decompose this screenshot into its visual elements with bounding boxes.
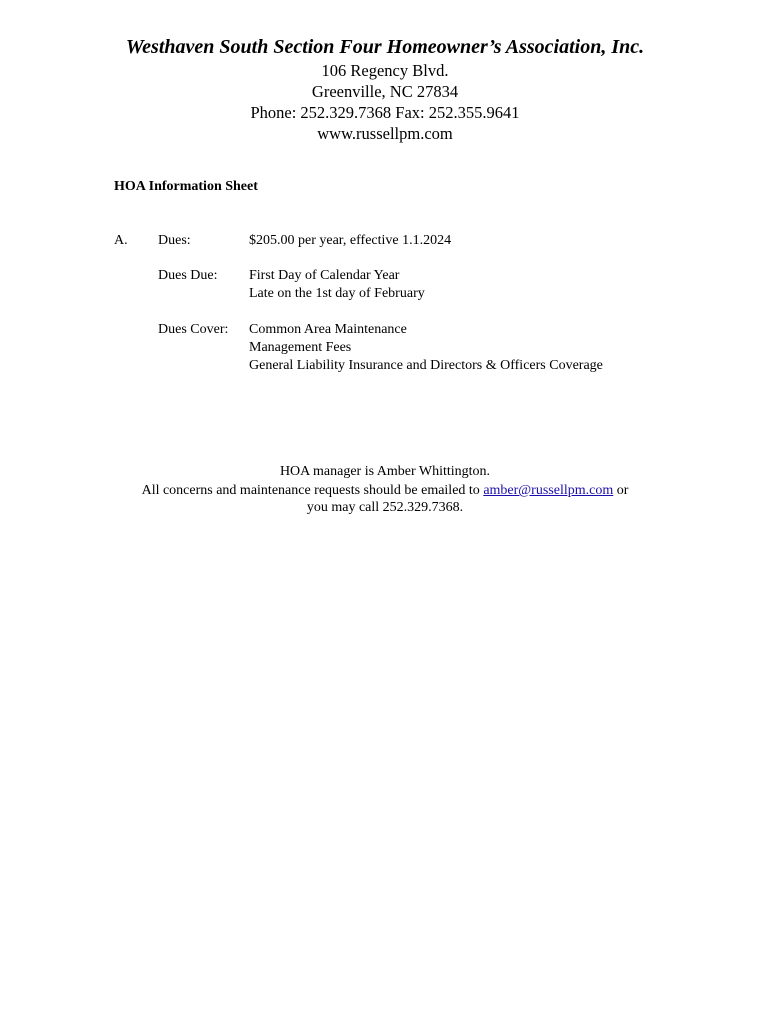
dues-value: $205.00 per year, effective 1.1.2024 bbox=[249, 233, 452, 248]
manager-line: HOA manager is Amber Whittington. bbox=[279, 464, 491, 479]
address-street: 106 Regency Blvd. bbox=[321, 61, 449, 80]
concerns-suffix: or bbox=[613, 483, 629, 498]
phone-fax: Phone: 252.329.7368 Fax: 252.355.9641 bbox=[250, 103, 520, 122]
website: www.russellpm.com bbox=[317, 124, 453, 143]
call-line: you may call 252.329.7368. bbox=[306, 500, 464, 515]
org-name: Westhaven South Section Four Homeowner’s Association, Inc. bbox=[125, 36, 645, 58]
dues-cover-value-3: General Liability Insurance and Directors & Officers Coverage bbox=[249, 358, 603, 373]
dues-cover-value-1: Common Area Maintenance bbox=[249, 322, 407, 337]
concerns-line bbox=[0, 482, 770, 500]
email-link[interactable]: amber@russellpm.com bbox=[483, 483, 614, 498]
dues-due-label: Dues Due: bbox=[158, 268, 218, 283]
dues-label: Dues: bbox=[158, 233, 191, 248]
address-city: Greenville, NC 27834 bbox=[311, 82, 459, 101]
concerns-prefix: All concerns and maintenance requests should be emailed to bbox=[141, 483, 484, 498]
section-marker: A. bbox=[114, 233, 128, 248]
dues-due-value-1: First Day of Calendar Year bbox=[249, 268, 400, 283]
dues-cover-label: Dues Cover: bbox=[158, 322, 229, 337]
sheet-title: HOA Information Sheet bbox=[114, 179, 258, 194]
dues-due-value-2: Late on the 1st day of February bbox=[249, 286, 425, 301]
dues-cover-value-2: Management Fees bbox=[249, 340, 352, 355]
